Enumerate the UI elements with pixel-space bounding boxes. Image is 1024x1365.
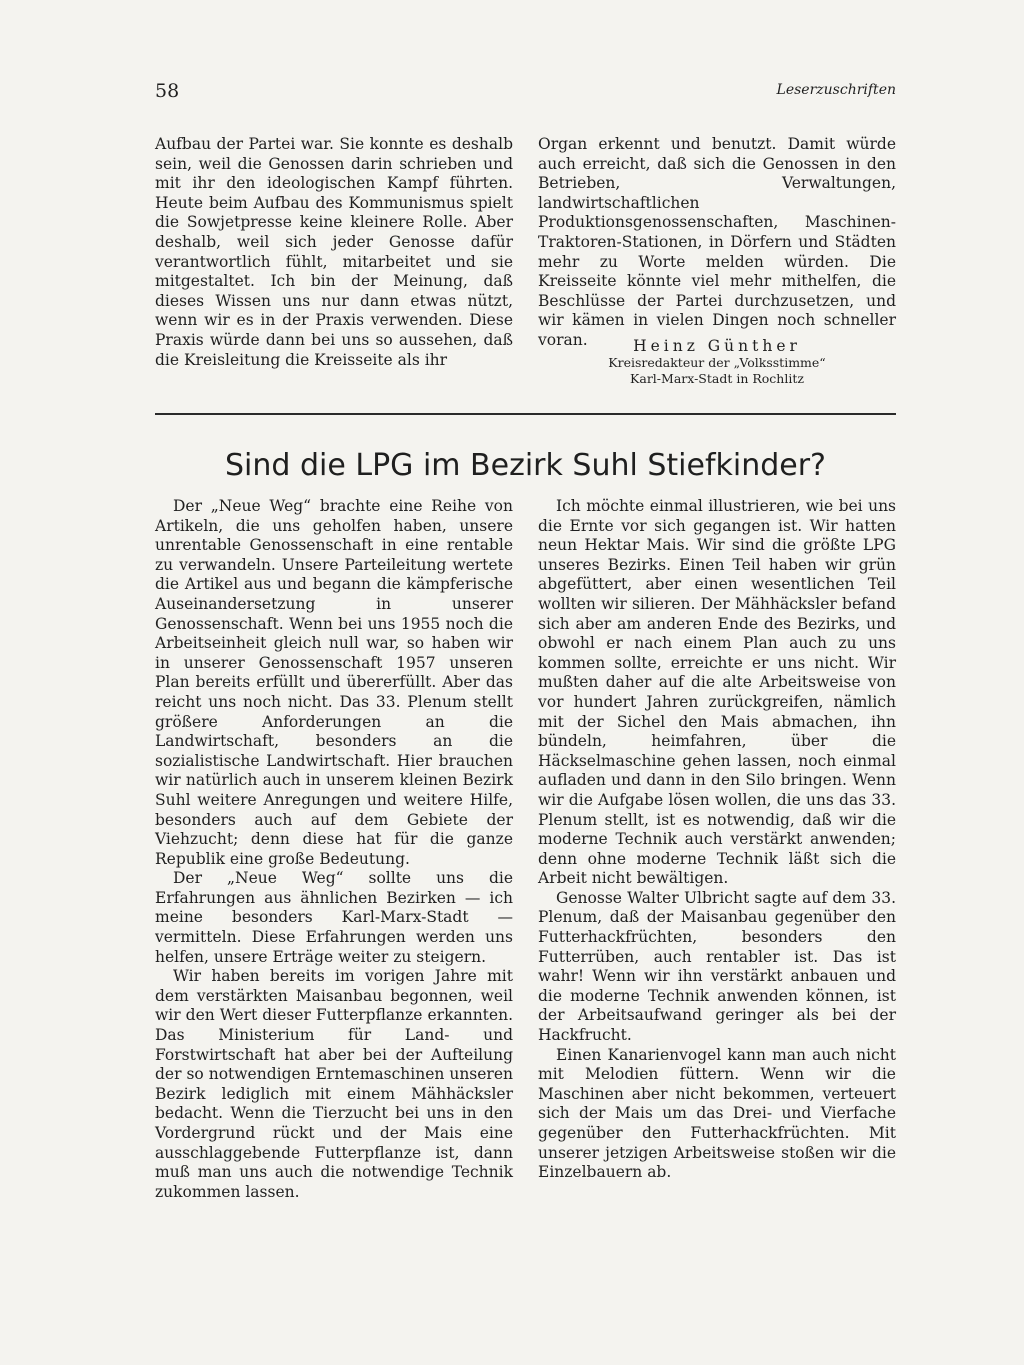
top-article-left-column xyxy=(155,135,513,370)
author-role: Kreisredakteur der „Volksstimme“ xyxy=(608,355,826,370)
paragraph: Genosse Walter Ulbricht sagte auf dem 33. Plenum, daß der Maisanbau gegenüber den Futterhackfrüchten, besonders den Futterrüben, auch rentabler ist. Das ist wahr! Wenn wir ihn verstärkt anbauen und die moderne Technik anwenden können, ist der Arbeitsaufwand geringer als bei der Hackfrucht. xyxy=(538,888,896,1045)
paragraph: Organ erkennt und benutzt. Damit würde auch erreicht, daß sich die Genossen in den Betrieben, Verwaltungen, landwirtschaftlichen Produktionsgenossenschaften, Maschinen-Traktoren-Stationen, in Dörfern und Städten mehr zu Worte melden würden. Die Kreisseite könnte viel mehr mithelfen, die Beschlüsse der Partei durchzusetzen, und wir kämen in vielen Dingen noch schneller voran. xyxy=(538,135,896,349)
paragraph: Der „Neue Weg“ brachte eine Reihe von Artikeln, die uns geholfen haben, unsere unrentable Genossenschaft in eine rentable zu verwandeln. Unsere Parteileitung wertete die Artikel aus und begann die kämpferische Auseinandersetzung in unserer Genossenschaft. Wenn bei uns 1955 noch die Arbeitseinheit gleich null war, so haben wir in unserer Genossenschaft 1957 unseren Plan bereits erfüllt und übererfüllt. Aber das reicht uns noch nicht. Das 33. Plenum stellt größere Anforderungen an die Landwirtschaft, besonders an die sozialistische Landwirtschaft. Hier brauchen wir natürlich auch in unserem kleinen Bezirk Suhl weitere Anregungen und weitere Hilfe, besonders auch auf dem Gebiete der Viehzucht; denn diese hat für die ganze Republik eine große Bedeutung. xyxy=(155,497,513,868)
page-number: 58 xyxy=(155,80,180,102)
section-divider xyxy=(155,413,896,415)
paragraph: Wir haben bereits im vorigen Jahre mit dem verstärkten Maisanbau begonnen, weil wir den Wert dieser Futterpflanze erkannten. Das Ministerium für Land- und Forstwirtschaft hat aber bei der Aufteilung der so notwendigen Erntemaschinen unseren Bezirk lediglich mit einem Mähhäcksler bedacht. Wenn die Tierzucht bei uns in den Vordergrund rückt und der Mais eine ausschlaggebende Futterpflanze ist, dann muß man uns auch die notwendige Technik zukommen lassen. xyxy=(155,967,513,1201)
article-right-column xyxy=(538,497,896,1183)
paragraph: Einen Kanarienvogel kann man auch nicht mit Melodien füttern. Wenn wir die Maschinen aber nicht bekommen, verteuert sich der Mais um das Drei- und Vierfache gegenüber den Futterhackfrüchten. Mit unserer jetzigen Arbeitsweise stoßen wir die Einzelbauern ab. xyxy=(538,1045,896,1182)
article-title: Sind die LPG im Bezirk Suhl Stiefkinder? xyxy=(225,448,826,483)
author-signature xyxy=(538,337,896,387)
top-article-right-column xyxy=(538,135,896,351)
author-name: Heinz Günther xyxy=(633,337,801,355)
article-left-column xyxy=(155,497,513,1202)
author-location: Karl-Marx-Stadt in Rochlitz xyxy=(630,371,804,386)
paragraph: Der „Neue Weg“ sollte uns die Erfahrungen aus ähnlichen Bezirken — ich meine besonders Karl-Marx-Stadt — vermitteln. Diese Erfahrungen werden uns helfen, unsere Erträge weiter zu steigern. xyxy=(155,869,513,966)
running-head: Leserzuschriften xyxy=(776,82,896,98)
paragraph: Ich möchte einmal illustrieren, wie bei uns die Ernte vor sich gegangen ist. Wir hatten neun Hektar Mais. Wir sind die größte LPG unseres Bezirks. Einen Teil haben wir grün abgefüttert, aber einen wesentlichen Teil wollten wir silieren. Der Mähhäcksler befand sich aber am anderen Ende des Bezirks, und obwohl er nach einem Plan auch zu uns kommen sollte, erreichte er uns nicht. Wir mußten daher auf die alte Arbeitsweise von vor hundert Jahren zurückgreifen, nämlich mit der Sichel den Mais abmachen, ihn bündeln, heimfahren, über die Häckselmaschine gehen lassen, noch einmal aufladen und dann in den Silo bringen. Wenn wir die Aufgabe lösen wollen, die uns das 33. Plenum stellt, ist es notwendig, daß wir die moderne Technik auch verstärkt anwenden; denn ohne moderne Technik läßt sich die Arbeit nicht bewältigen. xyxy=(538,497,896,888)
paragraph: Aufbau der Partei war. Sie konnte es deshalb sein, weil die Genossen darin schrieben und mit ihr den ideologischen Kampf führten. Heute beim Aufbau des Kommunismus spielt die Sowjetpresse keine kleinere Rolle. Aber deshalb, weil sich jeder Genosse dafür verantwortlich fühlt, mitarbeitet und sie mitgestaltet. Ich bin der Meinung, daß dieses Wissen uns nur dann etwas nützt, wenn wir es in der Praxis verwenden. Diese Praxis würde dann bei uns so aussehen, daß die Kreisleitung die Kreisseite als ihr xyxy=(155,135,513,369)
